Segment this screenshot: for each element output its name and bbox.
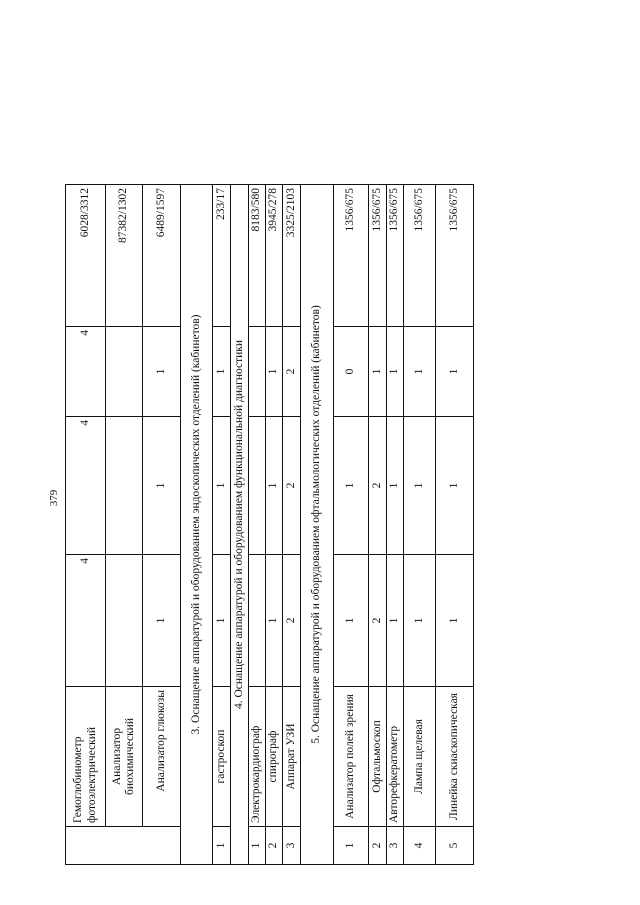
row-number xyxy=(66,827,181,865)
row-number: 1 xyxy=(249,827,266,865)
section-5-title: 5. Оснащение аппаратурой и оборудованием офтальмологических отделений (кабинетов) xyxy=(301,185,334,865)
cell-value: 2 xyxy=(369,417,387,555)
cell-value: 1 xyxy=(143,327,181,417)
row-number: 2 xyxy=(369,827,387,865)
cell-value: 3945/278 xyxy=(266,185,283,327)
section-3-title: 3. Оснащение аппаратурой и оборудованием эндоскопических отделений (кабинетов) xyxy=(181,185,213,865)
rotated-table-container xyxy=(65,185,473,865)
equipment-name: Линейка скиаскопическая xyxy=(436,687,474,827)
section-4-title: 4. Оснащение аппаратурой и оборудованием функциональной диагностики xyxy=(231,185,249,865)
cell-value: 1 xyxy=(143,555,181,687)
cell-value: 6489/1597 xyxy=(143,185,181,327)
cell-value: 1 xyxy=(143,417,181,555)
cell-value: 1 xyxy=(436,417,474,555)
table-row xyxy=(436,185,474,865)
cell-value: 3325/2103 xyxy=(283,185,301,327)
page-number: 379 xyxy=(48,489,60,507)
row-number: 1 xyxy=(213,827,231,865)
table-row xyxy=(143,185,181,865)
cell-value: 1 xyxy=(334,417,369,555)
equipment-table xyxy=(65,184,474,865)
table-row xyxy=(249,185,266,865)
section-header-row xyxy=(181,185,213,865)
section-header-row xyxy=(231,185,249,865)
cell-value: 1 xyxy=(436,327,474,417)
equipment-name: Анализатор глюкозы xyxy=(143,687,181,827)
cell-value: 2 xyxy=(369,555,387,687)
cell-value: 4 xyxy=(66,555,106,687)
equipment-name: спирограф xyxy=(266,687,283,827)
cell-value xyxy=(249,327,266,417)
cell-value: 4 xyxy=(66,417,106,555)
cell-value: 1 xyxy=(213,327,231,417)
equipment-name: Лампа щелевая xyxy=(404,687,436,827)
cell-value: 1356/675 xyxy=(404,185,436,327)
cell-value xyxy=(106,327,143,417)
cell-value: 4 xyxy=(66,327,106,417)
cell-value: 1356/675 xyxy=(369,185,387,327)
cell-value: 1 xyxy=(404,555,436,687)
row-number: 3 xyxy=(387,827,404,865)
equipment-name: Авторефкератометр xyxy=(387,687,404,827)
cell-value: 1 xyxy=(387,555,404,687)
cell-value: 1 xyxy=(213,555,231,687)
row-number: 1 xyxy=(334,827,369,865)
cell-value: 2 xyxy=(283,555,301,687)
equipment-name: Анализатор полей зрения xyxy=(334,687,369,827)
cell-value: 1 xyxy=(369,327,387,417)
cell-value: 1 xyxy=(266,327,283,417)
cell-value: 1 xyxy=(266,555,283,687)
table-row xyxy=(66,185,106,865)
row-number: 3 xyxy=(283,827,301,865)
equipment-name: Офтальмоскоп xyxy=(369,687,387,827)
table-row xyxy=(283,185,301,865)
row-number: 4 xyxy=(404,827,436,865)
cell-value: 1356/675 xyxy=(334,185,369,327)
cell-value xyxy=(249,555,266,687)
cell-value: 1 xyxy=(213,417,231,555)
cell-value: 1 xyxy=(387,417,404,555)
table-row xyxy=(266,185,283,865)
section-header-row xyxy=(301,185,334,865)
cell-value: 1 xyxy=(387,327,404,417)
cell-value: 2 xyxy=(283,417,301,555)
cell-value: 1 xyxy=(266,417,283,555)
equipment-name: Электрокардиограф xyxy=(249,687,266,827)
cell-value: 1 xyxy=(436,555,474,687)
table-row xyxy=(106,185,143,865)
equipment-name: Анализатор биохимический xyxy=(106,687,143,827)
cell-value: 8183/580 xyxy=(249,185,266,327)
cell-value xyxy=(106,555,143,687)
cell-value: 1 xyxy=(334,555,369,687)
cell-value: 0 xyxy=(334,327,369,417)
table-row xyxy=(404,185,436,865)
cell-value xyxy=(249,417,266,555)
cell-value: 6028/3312 xyxy=(66,185,106,327)
row-number: 5 xyxy=(436,827,474,865)
cell-value: 87382/1302 xyxy=(106,185,143,327)
table-row xyxy=(369,185,387,865)
cell-value: 1 xyxy=(404,327,436,417)
cell-value: 1356/675 xyxy=(436,185,474,327)
equipment-name: Гемоглобинометр фотоэлектрический xyxy=(66,687,106,827)
table-row xyxy=(387,185,404,865)
table-row xyxy=(213,185,231,865)
row-number: 2 xyxy=(266,827,283,865)
equipment-name: гастроскоп xyxy=(213,687,231,827)
cell-value: 2 xyxy=(283,327,301,417)
equipment-name: Аппарат УЗИ xyxy=(283,687,301,827)
table-row xyxy=(334,185,369,865)
cell-value: 1356/675 xyxy=(387,185,404,327)
cell-value: 1 xyxy=(404,417,436,555)
cell-value xyxy=(106,417,143,555)
cell-value: 233/17 xyxy=(213,185,231,327)
